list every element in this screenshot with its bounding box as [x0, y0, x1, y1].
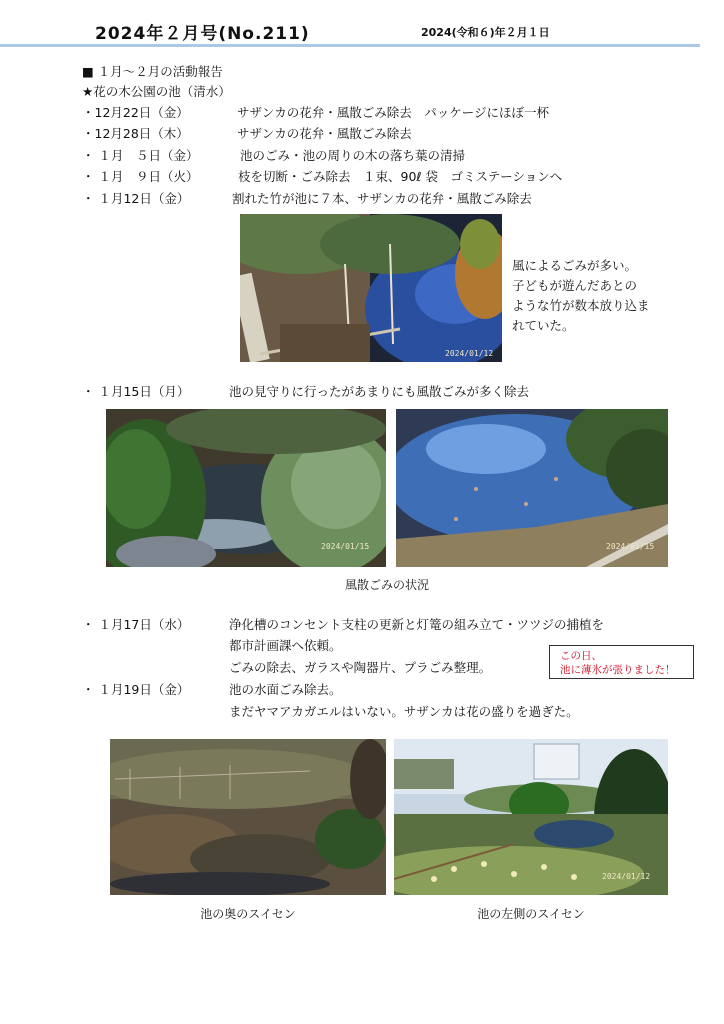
photo1-note-line: 風によるごみが多い。: [512, 258, 638, 273]
entry-date: ・ １月12日（金）: [82, 191, 190, 206]
photo-date-stamp: 2024/01/12: [445, 349, 494, 358]
photo1-note-line: れていた。: [512, 318, 575, 333]
entry-date: ・ １月19日（金）: [82, 682, 190, 697]
entry-date: ・ １月15日（月）: [82, 384, 190, 399]
section-heading: ■ １月～２月の活動報告: [82, 64, 223, 79]
photo-date-stamp: 2024/01/12: [602, 872, 651, 881]
caption-left-daffodils: 池の左側のスイセン: [477, 907, 585, 921]
entry-text: 枝を切断・ごみ除去 １束、90ℓ 袋 ゴミステーションへ: [238, 169, 563, 184]
pond-photo-back-daffodils: [110, 739, 386, 895]
entry-date: ・ １月 ９日（火）: [82, 169, 199, 184]
entry-text: ごみの除去、ガラスや陶器片、プラごみ整理。: [229, 660, 492, 675]
entry-date: ・12月28日（木）: [82, 126, 189, 141]
header-divider: [0, 44, 700, 47]
photo-date-stamp: 2024/01/15: [321, 542, 370, 551]
entry-text: 割れた竹が池に７本、サザンカの花弁・風散ごみ除去: [232, 191, 532, 206]
entry-date: ・ １月 ５日（金）: [82, 148, 199, 163]
entry-text: 都市計画課へ依頼。: [229, 638, 342, 653]
pond-photo-left-daffodils: [394, 739, 668, 895]
thin-ice-note: [549, 645, 694, 679]
entry-text: 浄化槽のコンセント支柱の更新と灯篭の組み立て・ツツジの捕植を: [229, 617, 605, 632]
section-subheading: ★花の木公園の池（清水）: [82, 84, 231, 99]
photo1-note-line: 子どもが遊んだあとの: [512, 278, 638, 293]
pond-photo-right-water: [396, 409, 668, 567]
entry-text: まだヤマアカガエルはいない。サザンカは花の盛りを過ぎた。: [229, 704, 579, 719]
entry-date: ・ １月17日（水）: [82, 617, 190, 632]
note-line: この日、: [560, 650, 602, 662]
caption-wind-debris: 風散ごみの状況: [344, 578, 429, 592]
entry-text: 池のごみ・池の周りの木の落ち葉の清掃: [240, 148, 466, 163]
photo-date-stamp: 2024/01/15: [606, 542, 655, 551]
entry-text: サザンカの花弁・風散ごみ除去 パッケージにほぼ一杯: [237, 105, 550, 120]
pond-photo-left-shrubs: [106, 409, 386, 567]
issue-date: 2024(令和６)年２月１日: [421, 26, 550, 39]
note-line: 池に薄氷が張りました！: [560, 664, 676, 676]
entry-text: 池の水面ごみ除去。: [229, 682, 342, 697]
newsletter-title: 2024年２月号(No.211): [95, 24, 310, 44]
photo1-note-line: ような竹が数本放り込ま: [512, 298, 650, 313]
photo1-note: [512, 256, 650, 336]
caption-back-daffodils: 池の奥のスイセン: [200, 907, 296, 921]
entry-text: サザンカの花弁・風散ごみ除去: [237, 126, 412, 141]
pond-photo-bamboo: [240, 214, 502, 362]
entry-date: ・12月22日（金）: [82, 105, 189, 120]
entry-text: 池の見守りに行ったがあまりにも風散ごみが多く除去: [229, 384, 530, 399]
